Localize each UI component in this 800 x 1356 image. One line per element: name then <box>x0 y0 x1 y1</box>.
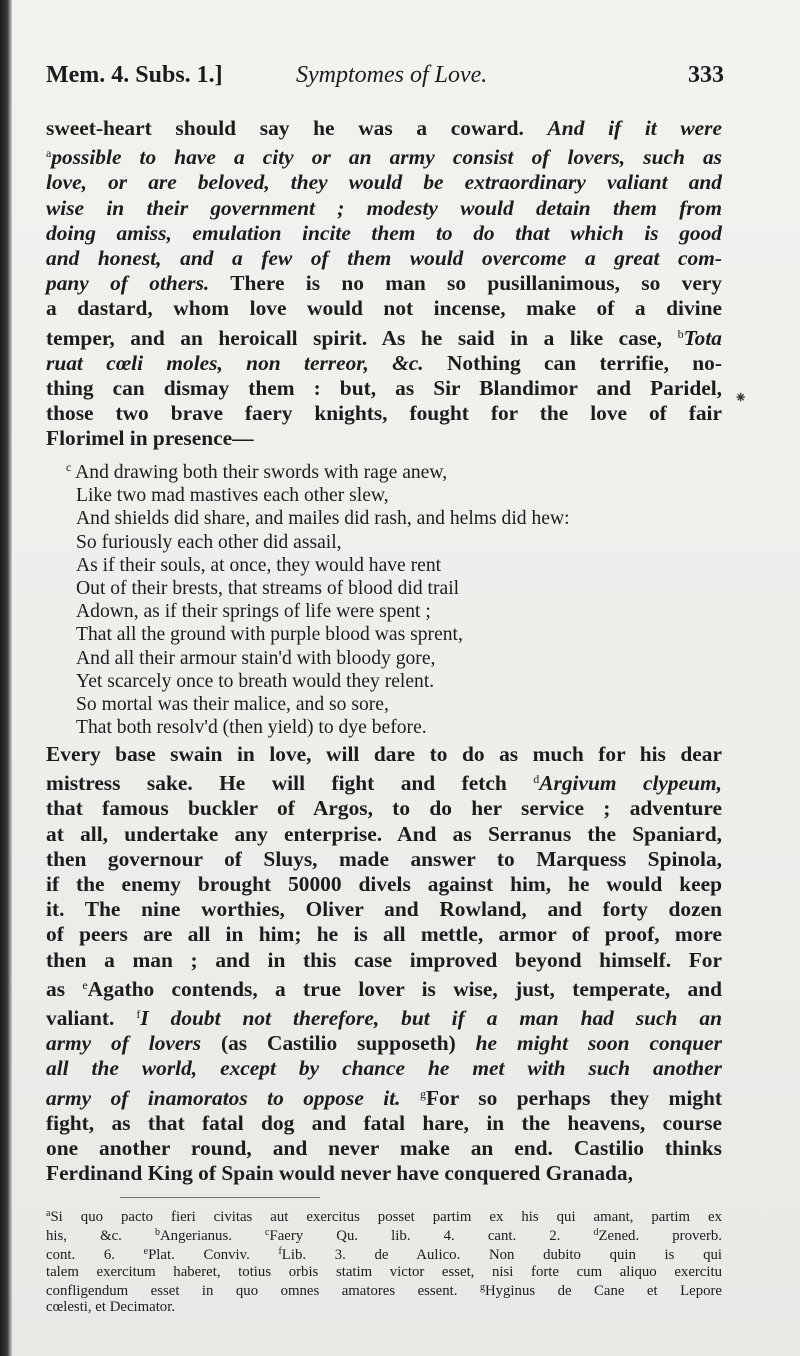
verse-line <box>76 647 716 670</box>
italic-text: doing amiss, emulation incite them to do that which is good <box>46 220 722 245</box>
text-line <box>46 897 722 922</box>
text-line <box>46 847 722 872</box>
text-line <box>46 376 722 401</box>
header-title: Symptomes of Love. <box>296 62 488 88</box>
footnote-marker: a <box>46 1208 51 1219</box>
text-line <box>46 246 722 271</box>
text-run: Si quo pacto fieri civitas aut exercitus posset partim ex his qui amant, partim ex <box>50 1209 722 1225</box>
footnote-marker: e <box>82 977 88 992</box>
text-run: Nothing can terrifie, no- <box>423 350 722 375</box>
footnote-marker: d <box>593 1227 599 1239</box>
text-run: confligendum esset in quo omnes amatores essent. <box>46 1282 480 1299</box>
footnote-line <box>46 1299 722 1315</box>
footnote-marker: c <box>265 1227 270 1239</box>
text-line <box>46 1161 722 1186</box>
footnote-line <box>46 1206 722 1225</box>
verse-text: Like two mad mastives each other slew, <box>76 485 389 507</box>
text-line <box>46 296 722 321</box>
footnote-line <box>46 1280 722 1299</box>
italic-text: And if it were <box>547 116 722 140</box>
text-run: Plat. Conviv. <box>148 1247 279 1264</box>
verse-text: As if their souls, at once, they would have rent <box>76 554 442 576</box>
verse-line <box>76 554 716 577</box>
text-line <box>46 973 722 1002</box>
text-run: fight, as that fatal dog and fatal hare, in the heavens, course <box>46 1110 722 1135</box>
text-line <box>46 1002 722 1031</box>
verse-text: Adown, as if their springs of life were spent ; <box>76 601 431 623</box>
text-run: Hyginus de Cane et Lepore <box>484 1282 722 1299</box>
verse-line <box>76 623 716 646</box>
footnote-rule <box>120 1197 320 1198</box>
italic-text: army of inamoratos to oppose it. <box>46 1085 401 1110</box>
text-run <box>401 1086 420 1110</box>
italic-text: and honest, and a few of them would overcome a great com- <box>46 246 722 271</box>
text-line <box>46 401 722 426</box>
page-gutter-shadow <box>0 0 12 1356</box>
text-run: at all, undertake any enterprise. And as Serranus the Spaniard, <box>46 821 722 846</box>
verse-text: So furiously each other did assail, <box>76 531 342 553</box>
paragraph-2 <box>46 742 722 1186</box>
text-run: a dastard, whom love would not incense, make of a divine <box>46 296 722 321</box>
text-run: Florimel in presence— <box>46 426 254 451</box>
footnote-marker: d <box>533 772 540 787</box>
verse-line <box>76 693 716 716</box>
italic-text: pany of others. <box>46 271 210 296</box>
verse-text: Out of their brests, that streams of blood did trail <box>76 578 460 600</box>
footnote-line <box>46 1264 722 1280</box>
verse-line <box>76 670 716 693</box>
text-line <box>46 221 722 246</box>
verse-text: That both resolv'd (then yield) to dye before. <box>76 717 427 739</box>
verse-text: Yet scarcely once to breath would they relent. <box>76 670 435 692</box>
footnote-marker: b <box>154 1227 160 1239</box>
italic-text: Argivum clypeum, <box>539 771 722 796</box>
verse-text: And shields did share, and mailes did rash, and helms did hew: <box>76 508 570 530</box>
text-run: those two brave faery knights, fought for the love of fair <box>46 401 722 426</box>
text-run: sweet-heart should say he was a coward. <box>46 116 548 140</box>
verse-text: And all their armour stain'd with bloody gore, <box>76 647 436 669</box>
verse-line <box>76 507 716 530</box>
text-line <box>46 767 722 796</box>
text-line <box>46 948 722 973</box>
text-line <box>46 872 722 897</box>
italic-text: all the world, except by chance he met with such another <box>46 1056 722 1081</box>
footnote-marker: c <box>66 460 72 474</box>
text-run: if the enemy brought 50000 divels against him, he would keep <box>46 872 722 897</box>
footnote-marker: g <box>479 1281 485 1293</box>
verse-line <box>76 484 716 507</box>
text-run: Zened. proverb. <box>598 1228 722 1245</box>
text-line <box>46 322 722 351</box>
text-line <box>46 742 722 767</box>
italic-text: wise in their government ; modesty would detain them from <box>46 195 722 220</box>
text-run: one another round, and never make an end. Castilio thinks <box>46 1136 722 1161</box>
text-run: Angerianus. <box>159 1228 266 1245</box>
text-line <box>46 1111 722 1136</box>
text-run: then a man ; and in this case improved beyond himself. For <box>46 947 722 972</box>
text-run: then governour of Sluys, made answer to Marquess Spinola, <box>46 846 722 871</box>
italic-text: he might soon conquer <box>475 1031 722 1056</box>
text-run: Faery Qu. lib. 4. cant. 2. <box>269 1228 594 1245</box>
text-run: cœlesti, et Decimator. <box>46 1299 176 1316</box>
verse-line <box>66 456 716 484</box>
text-run: that famous buckler of Argos, to do her service ; adventure <box>46 796 722 821</box>
header-section: Mem. 4. Subs. 1.] <box>46 62 223 88</box>
footnote-marker: f <box>278 1246 282 1258</box>
text-run: (as Castilio supposeth) <box>201 1031 476 1056</box>
verse-line <box>76 716 716 739</box>
text-line <box>46 1136 722 1161</box>
italic-text: Tota <box>683 325 722 350</box>
text-line <box>46 822 722 847</box>
text-run: as <box>46 976 83 1001</box>
italic-text: ruat cœli moles, non terreor, &c. <box>46 350 424 375</box>
footnote-marker: a <box>46 146 52 161</box>
text-run: temper, and an heroicall spirit. As he said in a like case, <box>46 325 678 350</box>
footnote-marker: b <box>677 326 684 341</box>
verse-line <box>76 531 716 554</box>
text-line <box>46 351 722 376</box>
text-line <box>46 196 722 221</box>
text-run: of peers are all in him; he is all mettle, armor of proof, more <box>46 922 722 947</box>
text-run: There is no man so pusillanimous, so very <box>209 271 722 296</box>
text-line <box>46 271 722 296</box>
text-run: it. The nine worthies, Oliver and Rowland, and forty dozen <box>46 897 722 922</box>
text-run: his, &c. <box>46 1228 155 1245</box>
text-line <box>46 426 722 451</box>
verse-text: So mortal was their malice, and so sore, <box>76 694 389 716</box>
verse-text: And drawing both their swords with rage anew, <box>71 462 448 483</box>
footnotes <box>46 1206 722 1315</box>
running-header <box>46 62 724 96</box>
paragraph-1 <box>46 116 722 452</box>
text-run: talem exercitum haberet, totius orbis statim victor esset, nisi forte cum aliquo exercitu <box>46 1263 722 1280</box>
italic-text: I doubt not therefore, but if a man had such an <box>140 1006 723 1031</box>
text-run: Lib. 3. de Aulico. Non dubito quin is qui <box>281 1247 722 1264</box>
footnote-line <box>46 1225 722 1244</box>
page-number: 333 <box>688 62 724 88</box>
text-run: valiant. <box>46 1006 137 1031</box>
verse-quotation <box>66 456 716 739</box>
verse-line <box>76 600 716 623</box>
text-line <box>46 141 722 170</box>
footnote-marker: e <box>143 1246 149 1258</box>
text-run: thing can dismay them : but, as Sir Blandimor and Paridel, <box>46 376 722 401</box>
text-line <box>46 1056 722 1081</box>
footnote-marker: g <box>419 1086 426 1101</box>
italic-text: possible to have a city or an army consist of lovers, such as <box>51 145 722 170</box>
text-run: Agatho contends, a true lover is wise, just, temperate, and <box>87 976 722 1001</box>
footnote-line <box>46 1244 722 1263</box>
text-run: mistress sake. He will fight and fetch <box>46 771 534 796</box>
text-line <box>46 796 722 821</box>
text-run: Every base swain in love, will dare to do as much for his dear <box>46 742 722 766</box>
verse-text: That all the ground with purple blood was sprent, <box>76 624 463 646</box>
italic-text: army of lovers <box>46 1031 202 1056</box>
verse-line <box>76 577 716 600</box>
text-line <box>46 1031 722 1056</box>
text-line <box>46 922 722 947</box>
text-run: cont. 6. <box>46 1247 144 1264</box>
italic-text: love, or are beloved, they would be extraordinary valiant and <box>46 170 722 195</box>
margin-asterisk-mark: ⁕ <box>734 390 748 407</box>
footnote-marker: f <box>136 1007 141 1022</box>
text-run: For so perhaps they might <box>425 1085 722 1110</box>
text-run: Ferdinand King of Spain would never have conquered Granada, <box>46 1161 633 1186</box>
text-line <box>46 116 722 141</box>
text-line <box>46 1082 722 1111</box>
text-line <box>46 170 722 195</box>
